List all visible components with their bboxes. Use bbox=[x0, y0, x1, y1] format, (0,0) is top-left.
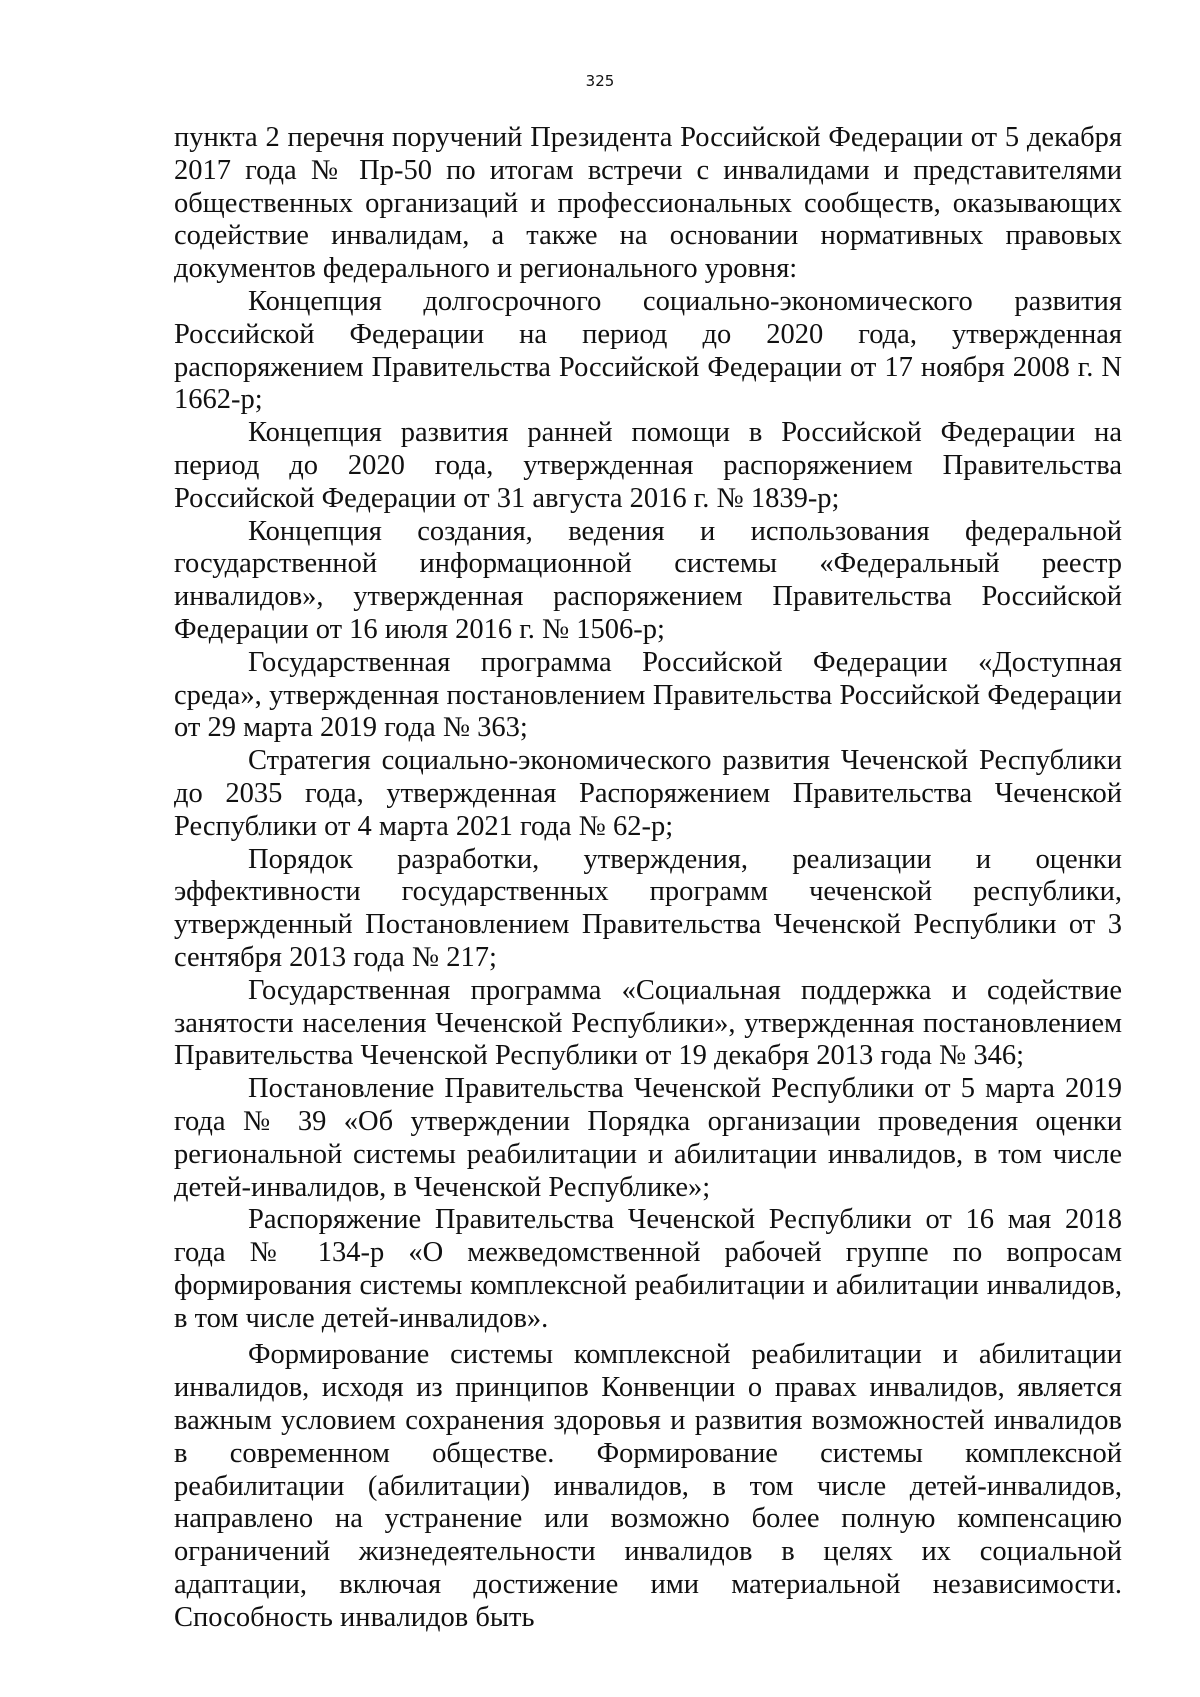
document-body bbox=[174, 122, 1122, 1635]
paragraph-program-social-support: Государственная программа «Социальная поддержка и содействие занятости населения Чеченской Республики», утвержденная постановлением Правительства Чеченской Республики от 19 декабря 2013 года № 346; bbox=[174, 974, 1122, 1072]
paragraph-concept-long-term: Концепция долгосрочного социально-экономического развития Российской Федерации на период до 2020 года, утвержденная распоряжением Правительства Российской Федерации от 17 ноября 2008 г. N 1662-р; bbox=[174, 285, 1122, 416]
paragraph-strategy-chechen: Стратегия социально-экономического развития Чеченской Республики до 2035 года, утвержденная Распоряжением Правительства Чеченской Республики от 4 марта 2021 года № 62-р; bbox=[174, 745, 1122, 842]
paragraph-program-accessible-env: Государственная программа Российской Федерации «Доступная среда», утвержденная постановлением Правительства Российской Федерации от 29 марта 2019 года № 363; bbox=[174, 646, 1122, 744]
paragraph-rehabilitation-system: Формирование системы комплексной реабилитации и абилитации инвалидов, исходя из принципов Конвенции о правах инвалидов, является важным условием сохранения здоровья и развития возможностей инвалидов в современном обществе. Формирование системы комплексной реабилитации (абилитации) инвалидов, в том числе детей-инвалидов, направлено на устранение или возможно более полную компенсацию ограничений жизнедеятельности инвалидов в целях их социальной адаптации, включая достижение ими материальной независимости. Способность инвалидов быть bbox=[174, 1339, 1122, 1633]
paragraph-procedure-programs: Порядок разработки, утверждения, реализации и оценки эффективности государственных программ чеченской республики, утвержденный Постановлением Правительства Чеченской Республики от 3 сентября 2013 года № 217; bbox=[174, 843, 1122, 973]
paragraph-concept-registry: Концепция создания, ведения и использования федеральной государственной информационной системы «Федеральный реестр инвалидов», утвержденная распоряжением Правительства Российской Федерации от 16 июля 2016 г. № 1506-р; bbox=[174, 515, 1122, 645]
page-number: 325 bbox=[585, 72, 615, 90]
paragraph-order-134: Распоряжение Правительства Чеченской Республики от 16 мая 2018 года № 134-р «О межведомственной рабочей группе по вопросам формирования системы комплексной реабилитации и абилитации инвалидов, в том числе детей-инвалидов». bbox=[174, 1204, 1122, 1334]
paragraph-resolution-39: Постановление Правительства Чеченской Республики от 5 марта 2019 года № 39 «Об утверждении Порядка организации проведения оценки региональной системы реабилитации и абилитации инвалидов, в том числе детей-инвалидов, в Чеченской Республике»; bbox=[174, 1073, 1122, 1203]
paragraph-concept-early-help: Концепция развития ранней помощи в Российской Федерации на период до 2020 года, утвержденная распоряжением Правительства Российской Федерации от 31 августа 2016 г. № 1839-р; bbox=[174, 417, 1122, 514]
paragraph-intro-continuation: пункта 2 перечня поручений Президента Российской Федерации от 5 декабря 2017 года № Пр-50 по итогам встречи с инвалидами и представителями общественных организаций и профессиональных сообществ, оказывающих содействие инвалидам, а также на основании нормативных правовых документов федерального и регионального уровня: bbox=[174, 122, 1122, 285]
